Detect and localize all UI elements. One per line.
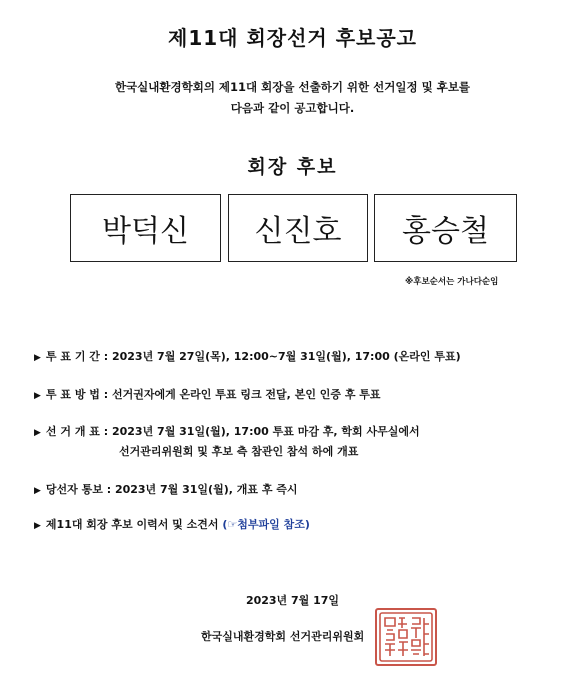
item-text: 선 거 개 표 : 2023년 7월 31일(월), 17:00 투표 마감 후, 학회 사무실에서: [45, 425, 420, 438]
intro-line-2: 다음과 같이 공고합니다.: [230, 101, 355, 115]
intro-text: [0, 77, 585, 119]
intro-line-1: 한국실내환경학회의 제11대 회장을 선출하기 위한 선거일정 및 후보를: [114, 80, 471, 94]
seal-stamp-icon: [375, 608, 437, 666]
candidate-box-3: 홍승철: [374, 194, 517, 262]
arrow-icon: ▶: [34, 486, 41, 496]
item-text: 제11대 회장 후보 이력서 및 소견서: [45, 518, 223, 531]
item-continuation-text: 선거관리위원회 및 후보 측 참관인 참석 하에 개표: [119, 445, 359, 458]
item-text: 투 표 방 법 : 선거권자에게 온라인 투표 링크 전달, 본인 인증 후 투표: [45, 388, 381, 401]
candidate-box-1: 박덕신: [70, 194, 221, 262]
item-text: 당선자 통보 : 2023년 7월 31일(월), 개표 후 즉시: [45, 483, 298, 496]
page-title: 제11대 회장선거 후보공고: [168, 26, 417, 50]
arrow-icon: ▶: [34, 521, 41, 531]
item-text: 투 표 기 간 : 2023년 7월 27일(목), 12:00~7월 31일(월), 17:00 (온라인 투표): [45, 350, 461, 363]
schedule-item-notification: [34, 481, 298, 497]
schedule-item-voting-method: [34, 386, 381, 402]
candidate-box-2: 신진호: [228, 194, 368, 262]
organization-name: 한국실내환경학회 선거관리위원회: [201, 630, 365, 643]
schedule-item-counting: [34, 423, 420, 439]
candidate-order-note: ※후보순서는 가나다순임: [405, 277, 499, 287]
attachment-reference-link[interactable]: (☞첨부파일 참조): [222, 518, 310, 531]
arrow-icon: ▶: [34, 353, 41, 363]
announcement-date: 2023년 7월 17일: [245, 594, 340, 607]
section-title: 회장 후보: [247, 156, 338, 178]
schedule-item-voting-period: [34, 348, 461, 364]
arrow-icon: ▶: [34, 428, 41, 438]
seal-pattern-icon: [377, 610, 435, 664]
arrow-icon: ▶: [34, 391, 41, 401]
schedule-item-resume: [34, 516, 310, 532]
